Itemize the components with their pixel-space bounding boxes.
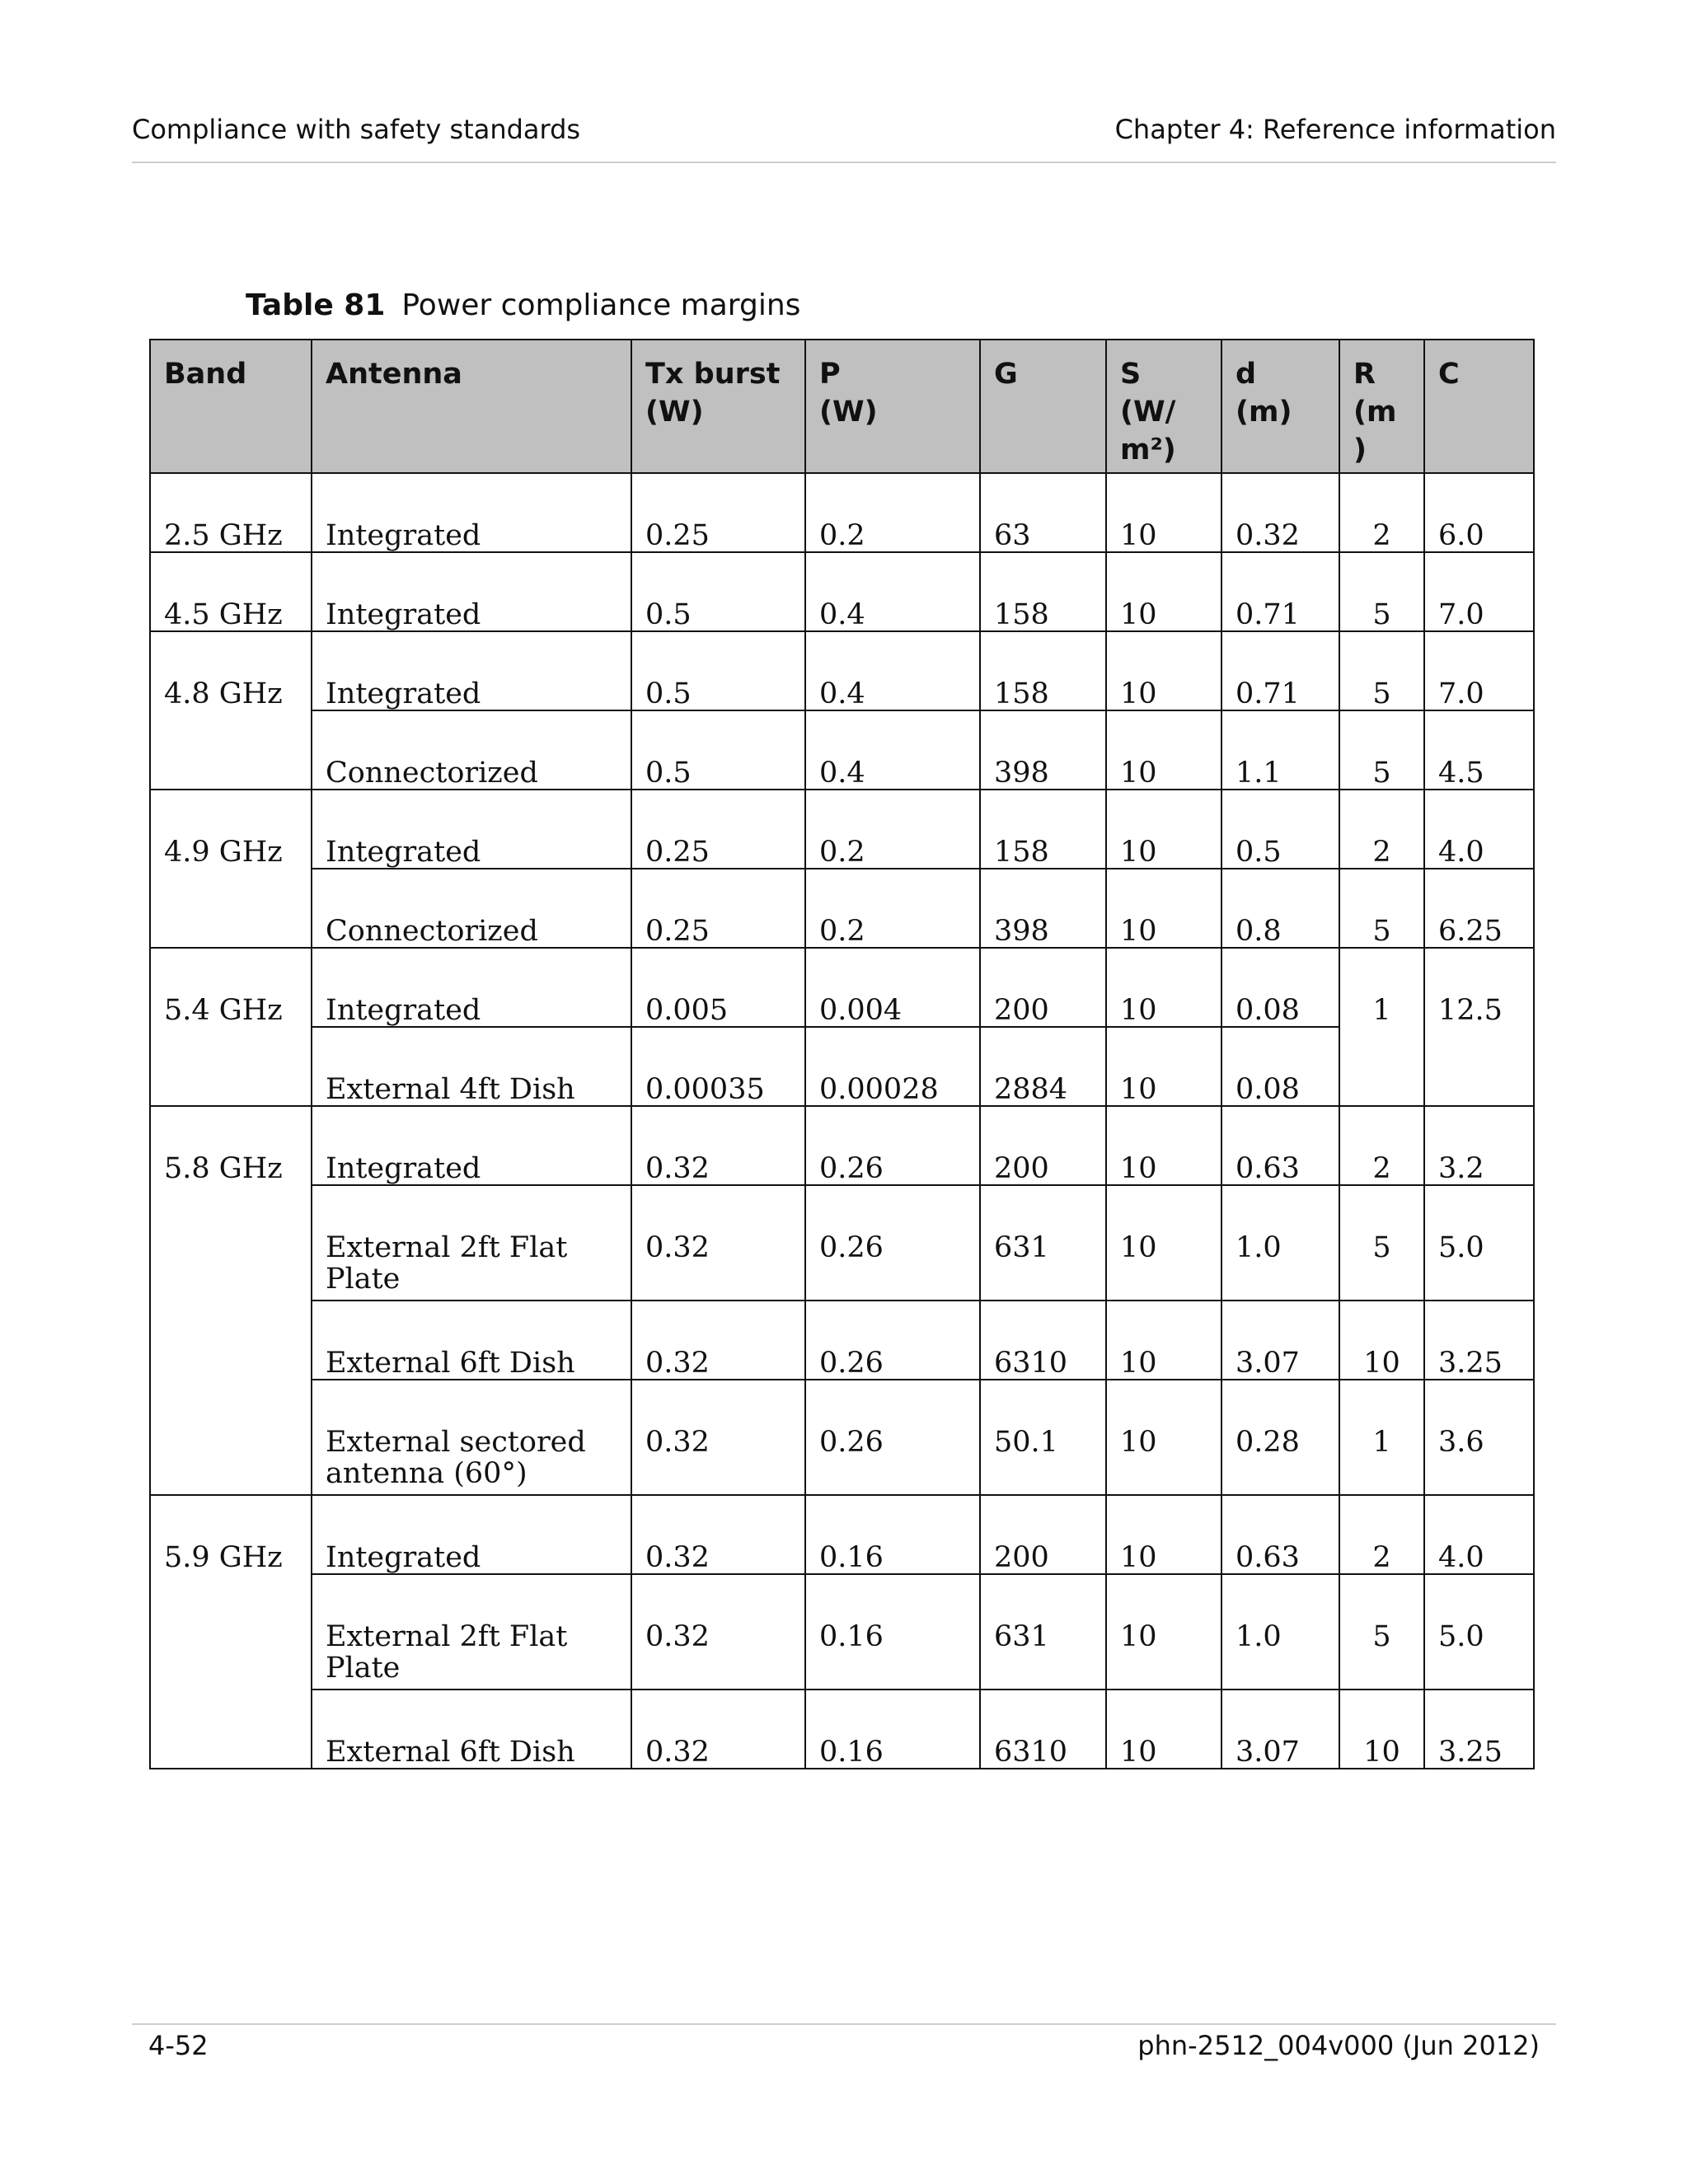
d-cell: 1.0 [1221, 1185, 1339, 1301]
s-cell: 10 [1106, 1185, 1221, 1301]
s-cell: 10 [1106, 1380, 1221, 1495]
table-row [150, 552, 1534, 631]
antenna-cell: External 6ft Dish [312, 1690, 631, 1769]
s-cell: 10 [1106, 552, 1221, 631]
s-cell: 10 [1106, 1106, 1221, 1185]
table-number: Table 81 [246, 288, 386, 322]
c-cell: 6.0 [1424, 473, 1534, 552]
table-row [150, 1380, 1534, 1495]
r-cell: 2 [1339, 790, 1424, 869]
tx-cell: 0.5 [631, 631, 805, 710]
g-cell: 631 [980, 1185, 1106, 1301]
tx-cell: 0.25 [631, 869, 805, 948]
antenna-cell: Integrated [312, 948, 631, 1027]
tx-cell: 0.32 [631, 1380, 805, 1495]
tx-cell: 0.32 [631, 1106, 805, 1185]
column-header-d: d (m) [1221, 340, 1339, 473]
table-title: Power compliance margins [401, 288, 801, 322]
column-header-band: Band [150, 340, 312, 473]
g-cell: 398 [980, 710, 1106, 790]
tx-cell: 0.32 [631, 1301, 805, 1380]
tx-cell: 0.25 [631, 790, 805, 869]
g-cell: 200 [980, 948, 1106, 1027]
d-cell: 1.1 [1221, 710, 1339, 790]
column-header-g: G [980, 340, 1106, 473]
band-cell: 4.8 GHz [150, 631, 312, 790]
r-cell: 2 [1339, 1495, 1424, 1574]
d-cell: 0.28 [1221, 1380, 1339, 1495]
page-number: 4-52 [148, 2030, 209, 2061]
tx-cell: 0.5 [631, 710, 805, 790]
table-row [150, 1106, 1534, 1185]
g-cell: 63 [980, 473, 1106, 552]
p-cell: 0.2 [805, 869, 980, 948]
g-cell: 50.1 [980, 1380, 1106, 1495]
antenna-cell: Integrated [312, 790, 631, 869]
r-cell: 10 [1339, 1690, 1424, 1769]
c-cell: 5.0 [1424, 1185, 1534, 1301]
p-cell: 0.16 [805, 1574, 980, 1690]
c-cell: 12.5 [1424, 948, 1534, 1106]
column-header-p: P (W) [805, 340, 980, 473]
table-row [150, 710, 1534, 790]
table-row [150, 869, 1534, 948]
table-header-row [150, 340, 1534, 473]
r-cell: 1 [1339, 948, 1424, 1106]
s-cell: 10 [1106, 869, 1221, 948]
p-cell: 0.16 [805, 1495, 980, 1574]
table-caption [246, 288, 800, 322]
table-row [150, 790, 1534, 869]
column-header-s: S (W/ m²) [1106, 340, 1221, 473]
c-cell: 5.0 [1424, 1574, 1534, 1690]
band-cell: 5.4 GHz [150, 948, 312, 1106]
power-compliance-table [149, 339, 1535, 1769]
p-cell: 0.4 [805, 552, 980, 631]
r-cell: 5 [1339, 710, 1424, 790]
antenna-cell: Integrated [312, 631, 631, 710]
d-cell: 0.5 [1221, 790, 1339, 869]
band-cell: 2.5 GHz [150, 473, 312, 552]
antenna-cell: External 6ft Dish [312, 1301, 631, 1380]
g-cell: 200 [980, 1106, 1106, 1185]
tx-cell: 0.32 [631, 1690, 805, 1769]
s-cell: 10 [1106, 790, 1221, 869]
antenna-cell: Connectorized [312, 869, 631, 948]
antenna-cell: External 4ft Dish [312, 1027, 631, 1106]
antenna-cell: External 2ft Flat Plate [312, 1185, 631, 1301]
d-cell: 0.08 [1221, 1027, 1339, 1106]
column-header-c: C [1424, 340, 1534, 473]
table-row [150, 948, 1534, 1027]
tx-cell: 0.25 [631, 473, 805, 552]
antenna-cell: Integrated [312, 552, 631, 631]
c-cell: 3.2 [1424, 1106, 1534, 1185]
c-cell: 6.25 [1424, 869, 1534, 948]
d-cell: 0.08 [1221, 948, 1339, 1027]
p-cell: 0.26 [805, 1106, 980, 1185]
table-row [150, 1495, 1534, 1574]
antenna-cell: Connectorized [312, 710, 631, 790]
g-cell: 2884 [980, 1027, 1106, 1106]
d-cell: 0.63 [1221, 1495, 1339, 1574]
r-cell: 2 [1339, 1106, 1424, 1185]
s-cell: 10 [1106, 710, 1221, 790]
document-id: phn-2512_004v000 (Jun 2012) [1137, 2030, 1540, 2061]
band-cell: 4.5 GHz [150, 552, 312, 631]
c-cell: 4.0 [1424, 790, 1534, 869]
c-cell: 3.25 [1424, 1690, 1534, 1769]
d-cell: 0.8 [1221, 869, 1339, 948]
antenna-cell: Integrated [312, 1495, 631, 1574]
g-cell: 631 [980, 1574, 1106, 1690]
s-cell: 10 [1106, 1027, 1221, 1106]
d-cell: 0.71 [1221, 631, 1339, 710]
header-section-title: Compliance with safety standards [132, 114, 581, 145]
c-cell: 4.5 [1424, 710, 1534, 790]
d-cell: 1.0 [1221, 1574, 1339, 1690]
p-cell: 0.16 [805, 1690, 980, 1769]
s-cell: 10 [1106, 1301, 1221, 1380]
g-cell: 158 [980, 790, 1106, 869]
tx-cell: 0.32 [631, 1574, 805, 1690]
r-cell: 5 [1339, 1574, 1424, 1690]
p-cell: 0.26 [805, 1380, 980, 1495]
antenna-cell: External 2ft Flat Plate [312, 1574, 631, 1690]
g-cell: 6310 [980, 1301, 1106, 1380]
s-cell: 10 [1106, 631, 1221, 710]
footer-rule [132, 2023, 1556, 2025]
tx-cell: 0.00035 [631, 1027, 805, 1106]
band-cell: 5.8 GHz [150, 1106, 312, 1495]
d-cell: 0.71 [1221, 552, 1339, 631]
s-cell: 10 [1106, 473, 1221, 552]
s-cell: 10 [1106, 1690, 1221, 1769]
c-cell: 4.0 [1424, 1495, 1534, 1574]
d-cell: 0.32 [1221, 473, 1339, 552]
table-row [150, 1574, 1534, 1690]
p-cell: 0.4 [805, 631, 980, 710]
r-cell: 10 [1339, 1301, 1424, 1380]
g-cell: 6310 [980, 1690, 1106, 1769]
g-cell: 158 [980, 552, 1106, 631]
tx-cell: 0.005 [631, 948, 805, 1027]
table-row [150, 1690, 1534, 1769]
d-cell: 3.07 [1221, 1690, 1339, 1769]
p-cell: 0.26 [805, 1301, 980, 1380]
table-row [150, 1027, 1534, 1106]
table-row [150, 1185, 1534, 1301]
band-cell: 4.9 GHz [150, 790, 312, 948]
p-cell: 0.2 [805, 790, 980, 869]
c-cell: 7.0 [1424, 631, 1534, 710]
tx-cell: 0.5 [631, 552, 805, 631]
column-header-r: R (m ) [1339, 340, 1424, 473]
tx-cell: 0.32 [631, 1495, 805, 1574]
table-row [150, 473, 1534, 552]
d-cell: 0.63 [1221, 1106, 1339, 1185]
running-footer [148, 2030, 1540, 2061]
p-cell: 0.4 [805, 710, 980, 790]
antenna-cell: External sectored antenna (60°) [312, 1380, 631, 1495]
band-cell: 5.9 GHz [150, 1495, 312, 1769]
r-cell: 5 [1339, 869, 1424, 948]
column-header-antenna: Antenna [312, 340, 631, 473]
c-cell: 3.6 [1424, 1380, 1534, 1495]
header-chapter-title: Chapter 4: Reference information [1114, 114, 1556, 145]
table-row [150, 631, 1534, 710]
p-cell: 0.00028 [805, 1027, 980, 1106]
p-cell: 0.26 [805, 1185, 980, 1301]
column-header-tx-burst: Tx burst (W) [631, 340, 805, 473]
r-cell: 2 [1339, 473, 1424, 552]
r-cell: 5 [1339, 1185, 1424, 1301]
tx-cell: 0.32 [631, 1185, 805, 1301]
r-cell: 1 [1339, 1380, 1424, 1495]
antenna-cell: Integrated [312, 473, 631, 552]
c-cell: 7.0 [1424, 552, 1534, 631]
g-cell: 158 [980, 631, 1106, 710]
antenna-cell: Integrated [312, 1106, 631, 1185]
d-cell: 3.07 [1221, 1301, 1339, 1380]
c-cell: 3.25 [1424, 1301, 1534, 1380]
table-row [150, 1301, 1534, 1380]
r-cell: 5 [1339, 631, 1424, 710]
s-cell: 10 [1106, 1574, 1221, 1690]
header-rule [132, 162, 1556, 163]
g-cell: 200 [980, 1495, 1106, 1574]
p-cell: 0.004 [805, 948, 980, 1027]
g-cell: 398 [980, 869, 1106, 948]
s-cell: 10 [1106, 1495, 1221, 1574]
running-header [132, 114, 1556, 145]
p-cell: 0.2 [805, 473, 980, 552]
r-cell: 5 [1339, 552, 1424, 631]
s-cell: 10 [1106, 948, 1221, 1027]
